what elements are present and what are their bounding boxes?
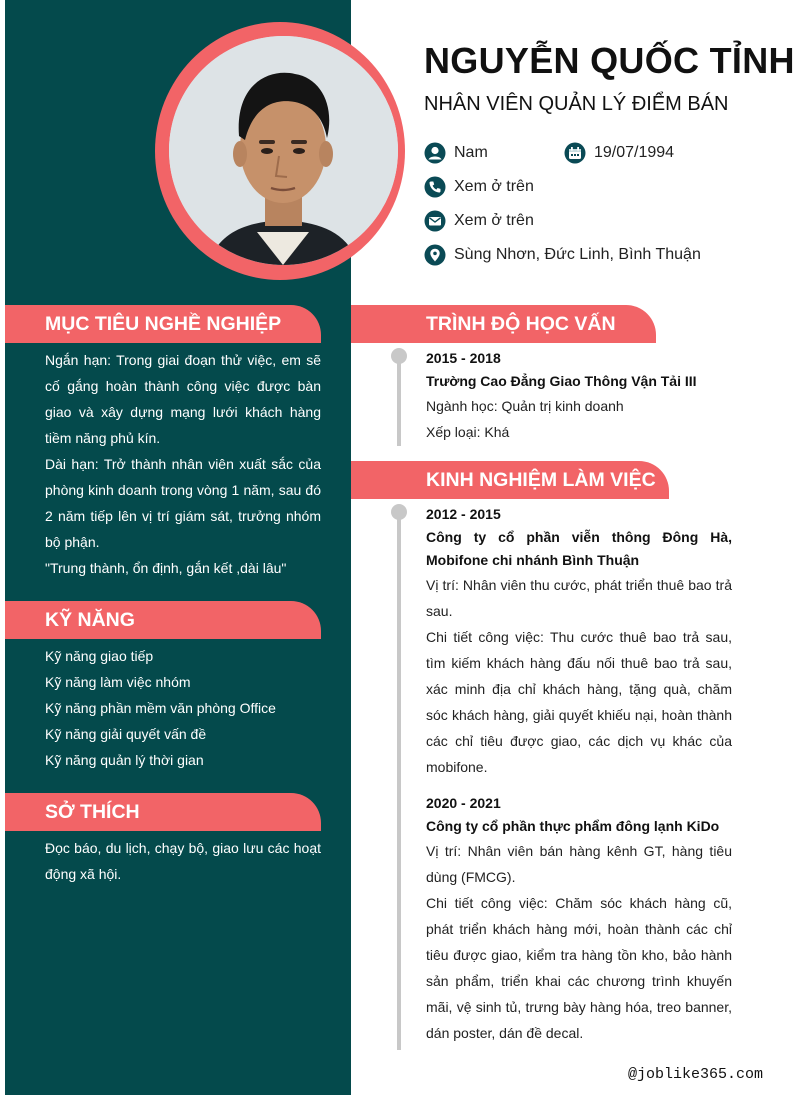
skill-item: Kỹ năng quản lý thời gian bbox=[45, 752, 204, 768]
email-value: Xem ở trên bbox=[454, 212, 534, 229]
skill-item: Kỹ năng giải quyết vấn đề bbox=[45, 726, 207, 742]
objective-motto: "Trung thành, ổn định, gắn kết ,dài lâu" bbox=[45, 560, 287, 576]
skill-item: Kỹ năng giao tiếp bbox=[45, 648, 154, 664]
job-position: Vị trí: Nhân viên bán hàng kênh GT, hàng tiêu dùng (FMCG). bbox=[426, 843, 732, 885]
education-entry bbox=[426, 347, 732, 445]
skills-heading: KỸ NĂNG bbox=[5, 601, 321, 639]
job-company: Công ty cổ phần viễn thông Đông Hà, Mobifone chi nhánh Bình Thuận bbox=[426, 529, 732, 568]
email-info bbox=[424, 210, 534, 232]
education-major: Ngành học: Quản trị kinh doanh bbox=[426, 398, 624, 414]
gender-info bbox=[424, 142, 488, 164]
education-school: Trường Cao Đẳng Giao Thông Vận Tải III bbox=[426, 373, 697, 389]
hobbies-text bbox=[45, 835, 321, 887]
portrait-image bbox=[169, 36, 398, 265]
gender-value: Nam bbox=[454, 144, 488, 161]
experience-entries bbox=[426, 503, 732, 1046]
skill-item: Kỹ năng phần mềm văn phòng Office bbox=[45, 700, 276, 716]
objective-text bbox=[45, 347, 321, 581]
objective-long-term: Dài hạn: Trở thành nhân viên xuất sắc của phòng kinh doanh trong vòng 1 năm, sau đó 2 năm tiếp lên vị trí giám sát, trưởng nhóm bộ phận. bbox=[45, 456, 321, 550]
education-heading: TRÌNH ĐỘ HỌC VẤN bbox=[351, 305, 656, 343]
job-details: Chi tiết công việc: Thu cước thuê bao trả sau, tìm kiếm khách hàng đấu nối thuê bao trả sau, xác minh địa chỉ khách hàng, tặng quà, chăm sóc khách hàng, giải quyết khiếu nại, hoàn thành các chỉ tiêu được giao, các dịch vụ khác của mobifone. bbox=[426, 629, 732, 775]
experience-timeline-line bbox=[397, 512, 401, 1050]
experience-timeline-dot bbox=[391, 504, 407, 520]
skill-item: Kỹ năng làm việc nhóm bbox=[45, 674, 191, 690]
objective-heading: MỤC TIÊU NGHỀ NGHIỆP bbox=[5, 305, 321, 343]
calendar-icon bbox=[564, 142, 586, 164]
location-pin-icon bbox=[424, 244, 446, 266]
entry-spacer bbox=[426, 780, 732, 792]
objective-short-term: Ngắn hạn: Trong giai đoạn thử việc, em sẽ cố gắng hoàn thành công việc được bàn giao và xây dựng mạng lưới khách hàng tiềm năng phủ kín. bbox=[45, 352, 321, 446]
skills-list bbox=[45, 643, 321, 773]
education-timeline-line bbox=[397, 356, 401, 446]
job-years: 2020 - 2021 bbox=[426, 795, 501, 811]
mail-icon bbox=[424, 210, 446, 232]
address-value: Sùng Nhơn, Đức Linh, Bình Thuận bbox=[454, 246, 701, 263]
education-timeline-dot bbox=[391, 348, 407, 364]
job-years: 2012 - 2015 bbox=[426, 506, 501, 522]
education-years: 2015 - 2018 bbox=[426, 350, 501, 366]
phone-value: Xem ở trên bbox=[454, 178, 534, 195]
website-watermark: @joblike365.com bbox=[628, 1066, 764, 1083]
profile-photo bbox=[169, 36, 398, 265]
job-details: Chi tiết công việc: Chăm sóc khách hàng cũ, phát triển khách hàng mới, hoàn thành các chỉ tiêu được giao, kiểm tra hàng tồn kho, bảo hành sản phẩm, triển khai các chương trình khuyến mãi, vệ sinh tủ, trưng bày hàng hóa, treo banner, dán poster, dán đề decal. bbox=[426, 895, 732, 1041]
education-grade: Xếp loại: Khá bbox=[426, 424, 510, 440]
candidate-job-title: NHÂN VIÊN QUẢN LÝ ĐIỂM BÁN bbox=[424, 93, 729, 115]
birthdate-value: 19/07/1994 bbox=[594, 144, 675, 161]
phone-info bbox=[424, 176, 534, 198]
phone-icon bbox=[424, 176, 446, 198]
job-position: Vị trí: Nhân viên thu cước, phát triển thuê bao trả sau. bbox=[426, 577, 732, 619]
experience-heading: KINH NGHIỆM LÀM VIỆC bbox=[351, 461, 669, 499]
hobbies-heading: SỞ THÍCH bbox=[5, 793, 321, 831]
user-icon bbox=[424, 142, 446, 164]
hobbies-value: Đọc báo, du lịch, chạy bộ, giao lưu các hoạt động xã hội. bbox=[45, 840, 321, 882]
job-company: Công ty cổ phần thực phẩm đông lạnh KiDo bbox=[426, 818, 720, 834]
birthdate-info bbox=[564, 142, 674, 164]
candidate-name: NGUYỄN QUỐC TỈNH bbox=[424, 40, 795, 81]
address-info bbox=[424, 244, 701, 266]
